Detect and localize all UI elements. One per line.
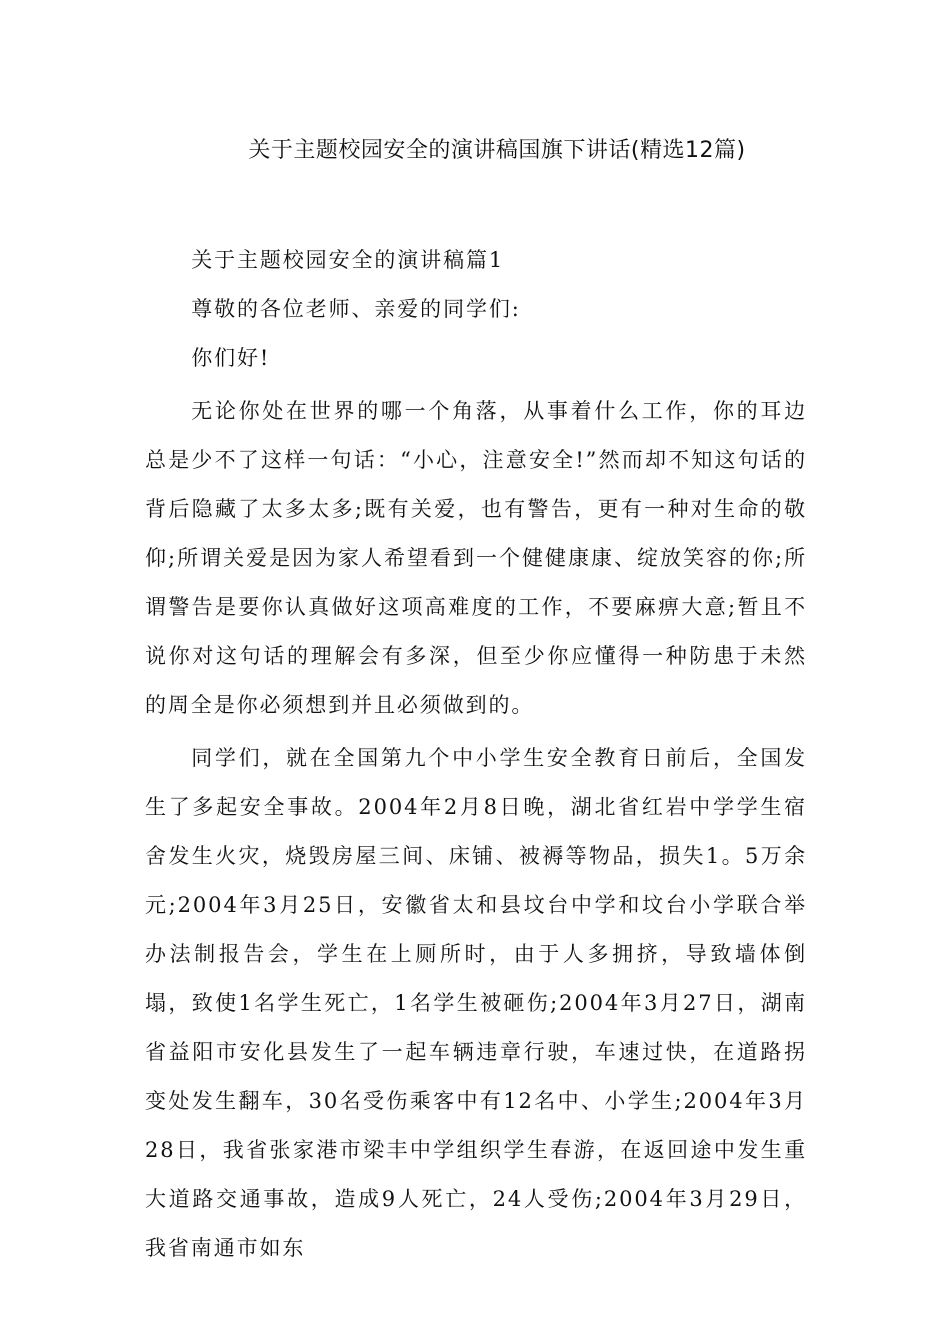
section-heading: 关于主题校园安全的演讲稿篇1 — [191, 248, 505, 272]
greeting: 你们好! — [191, 346, 271, 370]
body-paragraph: 无论你处在世界的哪一个角落，从事着什么工作，你的耳边总是少不了这样一句话：“小心，注意安全!”然而却不知这句话的背后隐藏了太多太多;既有关爱，也有警告，更有一种对生命的敬仰;所谓关爱是因为家人希望看到一个健健康康、绽放笑容的你;所谓警告是要你认真做好这项高难度的工作，不要麻痹大意;暂且不说你对这句话的理解会有多深，但至少你应懂得一种防患于未然的周全是你必须想到并且必须做到的。 — [145, 399, 807, 717]
salutation: 尊敬的各位老师、亲爱的同学们: — [191, 297, 521, 321]
document-title: 关于主题校园安全的演讲稿国旗下讲话(精选12篇) — [248, 138, 746, 163]
body-paragraph: 同学们，就在全国第九个中小学生安全教育日前后，全国发生了多起安全事故。2004年2月8日晚，湖北省红岩中学学生宿舍发生火灾，烧毁房屋三间、床铺、被褥等物品，损失1。5万余元;2004年3月25日，安徽省太和县坟台中学和坟台小学联合举办法制报告会，学生在上厕所时，由于人多拥挤，导致墙体倒塌，致使1名学生死亡，1名学生被砸伤;2004年3月27日，湖南省益阳市安化县发生了一起车辆违章行驶，车速过快，在道路拐变处发生翻车，30名受伤乘客中有12名中、小学生;2004年3月28日，我省张家港市梁丰中学组织学生春游，在返回途中发生重大道路交通事故，造成9人死亡，24人受伤;2004年3月29日，我省南通市如东 — [145, 746, 807, 1260]
document-body — [145, 236, 807, 1273]
